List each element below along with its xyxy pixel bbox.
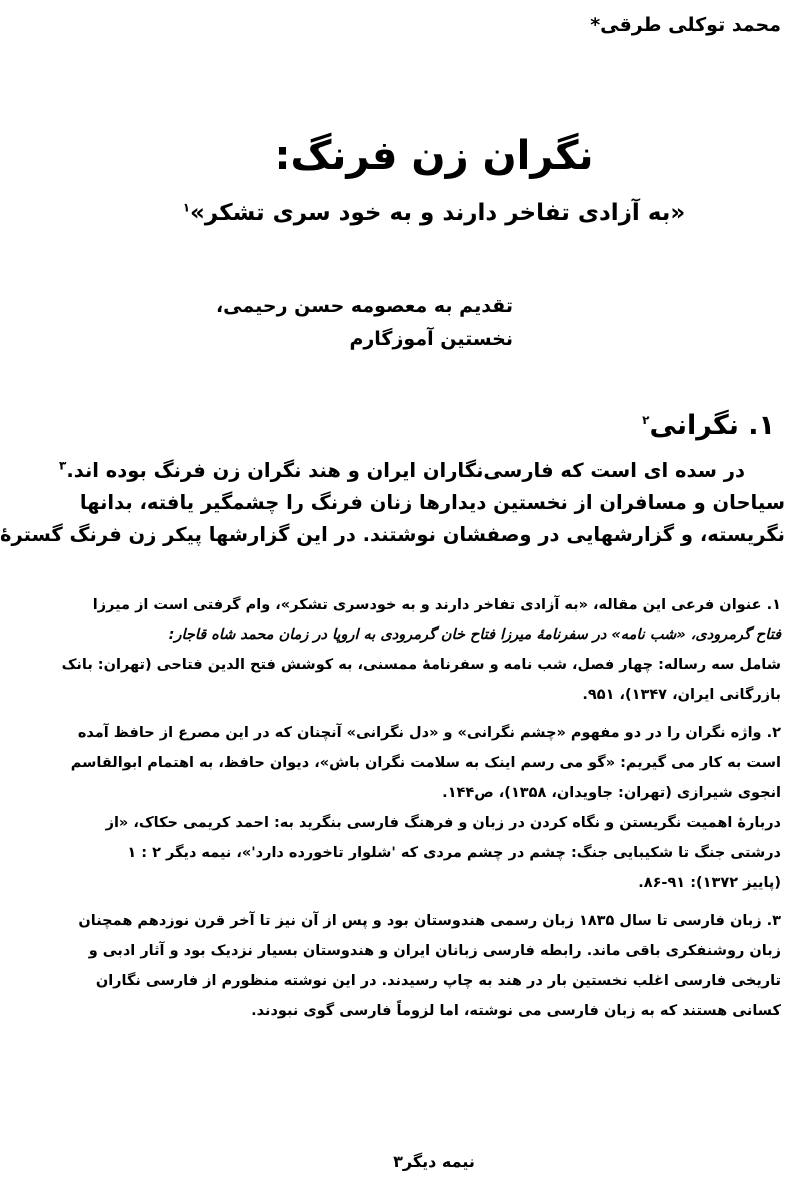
footnote-line: انجوی شیرازی (تهران: جاویدان، ۱۳۵۸)، ص۱۴۴.: [442, 785, 781, 801]
section-footnote-marker: ۲: [642, 413, 650, 427]
footnote-line: بازرگانی ایران، ۱۳۴۷)، ۹۵۱.: [582, 687, 781, 703]
dedication: [216, 290, 513, 356]
dedication-line: تقدیم به معصومه حسن رحیمی،: [215, 295, 513, 317]
paragraph-line: سیاحان و مسافران از نخستین دیدارها زنان فرنگ را چشمگیر یافته، بدانها: [79, 491, 785, 514]
section-heading-text: ۱. نگرانی: [649, 410, 775, 441]
footnote-line: دربارهٔ اهمیت نگریستن و نگاه کردن در زبان و فرهنگ فارسی بنگرید به: احمد کریمی حکاک، «از: [105, 815, 781, 831]
footnote-line: (پاییز ۱۳۷۲): ۹۱-۸۶.: [638, 875, 781, 891]
author-name: محمد توکلی طرقی*: [590, 14, 781, 36]
footnote-3: [78, 906, 781, 1026]
footnote-line: کسانی هستند که به زبان فارسی می نوشته، اما لزوماً فارسی گوی نبودند.: [251, 1003, 781, 1019]
footnote-line: ۳. زبان فارسی تا سال ۱۸۳۵ زبان رسمی هندوستان بود و پس از آن نیز تا آخر قرن نوزدهم همچنان: [78, 913, 781, 929]
paragraph-line: نگریسته، و گزارشهایی در وصفشان نوشتند. در این گزارشها پیکر زن فرنگ گسترهٔ: [0, 523, 785, 546]
paragraph-line: [58, 455, 785, 487]
footnote-line: ۱. عنوان فرعی این مقاله، «به آزادی تفاخر دارند و به خودسری تشکر»، وام گرفتی است از میرزا: [92, 597, 781, 613]
body-paragraph: [0, 455, 785, 551]
footnote-line: درشتی جنگ تا شکیبایی جنگ: چشم در چشم مردی که 'شلوار تاخورده دارد'»، نیمه دیگر ۲ : ۱: [127, 845, 781, 861]
paragraph-footnote-marker: ۳: [58, 458, 67, 473]
paragraph-line-text: در سده ای است که فارسی‌نگاران ایران و هند نگران زن فرنگ بوده اند.: [66, 459, 745, 482]
section-heading: [642, 410, 775, 441]
footnote-line: تاریخی فارسی اغلب نخستین بار در هند به چاپ رسیدند. در این نوشته منظورم از فارسی نگاران: [95, 973, 781, 989]
footnote-line: زبان روشنفکری باقی ماند. رابطه فارسی زبانان ایران و هندوستان بسیار نزدیک بود و آثار ادبی و: [88, 943, 781, 959]
footnote-line: شامل سه رساله: چهار فصل، شب نامه و سفرنامهٔ ممسنی، به کوشش فتح الدین فتاحی (تهران: بانک: [61, 657, 781, 673]
subtitle-footnote-marker: ۱: [182, 200, 191, 215]
footnotes: [61, 590, 781, 1034]
dedication-line: نخستین آموزگارم: [349, 328, 513, 350]
page-footer: نیمه دیگر۳: [393, 1152, 475, 1171]
article-subtitle: [65, 200, 803, 226]
footnote-line: است به کار می گیریم: «گو می رسم اینک به سلامت نگران باش»، دیوان حافظ، به اهتمام ابوالقاسم: [70, 755, 781, 771]
footnote-1: [61, 590, 781, 710]
article-title: نگران زن فرنگ:: [274, 133, 594, 179]
footnote-line: فتاح گرمرودی، «شب نامه» در سفرنامهٔ میرزا فتاح خان گرمرودی به اروپا در زمان محمد شاه قاجار:: [168, 627, 781, 643]
footnote-2: [70, 718, 781, 898]
footnote-line: ۲. واژه نگران را در دو مفهوم «چشم نگرانی» و «دل نگرانی» آنچنان که در این مصرع از حافظ آمده: [77, 725, 781, 741]
subtitle-text: «به آزادی تفاخر دارند و به خود سری تشکر»: [190, 200, 686, 226]
